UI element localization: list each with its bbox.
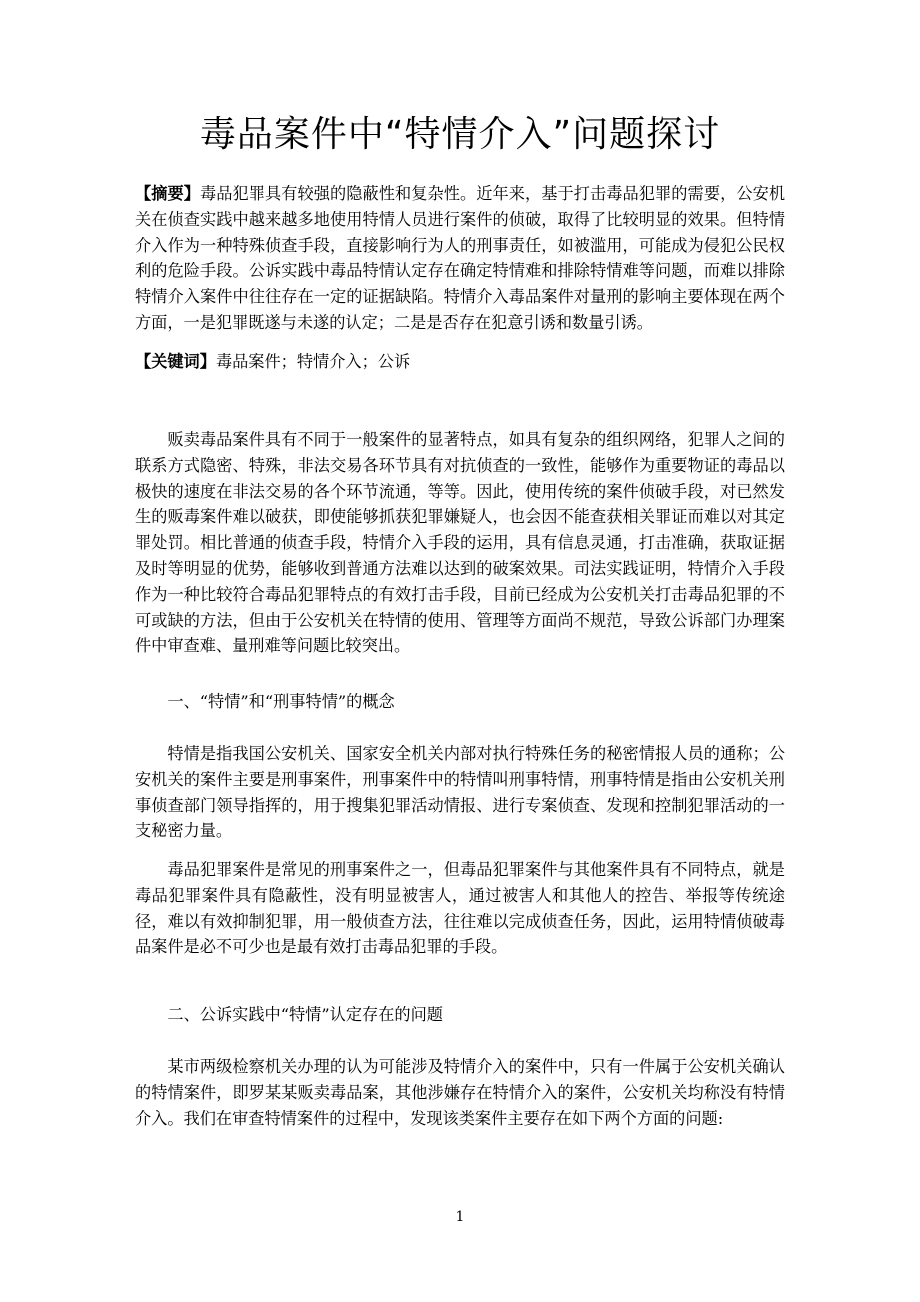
section-heading-2: 二、公诉实践中“特情”认定存在的问题 [167,1005,443,1024]
abstract-text: 毒品犯罪具有较强的隐蔽性和复杂性。近年来，基于打击毒品犯罪的需要，公安机关在侦查实践中越来越多地使用特情人员进行案件的侦破，取得了比较明显的效果。但特情介入作为一种特殊侦查手段，直接影响行为人的刑事责任，如被滥用，可能成为侵犯公民权利的危险手段。公诉实践中毒品特情认定存在确定特情难和排除特情难等问题，而难以排除特情介入案件中往往存在一定的证据缺陷。特情介入毒品案件对量刑的影响主要体现在两个方面，一是犯罪既遂与未遂的认定；二是是否存在犯意引诱和数量引诱。 [135,184,786,332]
keywords-label: 【关键词】 [135,352,216,371]
abstract-label: 【摘要】 [135,184,201,203]
keywords-text: 毒品案件；特情介入；公诉 [215,352,411,371]
abstract-paragraph [135,181,785,336]
page-title: 毒品案件中“特情介入”问题探讨 [199,114,721,155]
body-paragraph-4: 某市两级检察机关办理的认为可能涉及特情介入的案件中，只有一件属于公安机关确认的特情案件，即罗某某贩卖毒品案，其他涉嫌存在特情介入的案件，公安机关均称没有特情介入。我们在审查特情案件的过程中，发现该类案件主要存在如下两个方面的问题: [135,1057,785,1128]
keywords-paragraph [135,349,785,375]
body-paragraph-3: 毒品犯罪案件是常见的刑事案件之一，但毒品犯罪案件与其他案件具有不同特点，就是毒品犯罪案件具有隐蔽性，没有明显被害人，通过被害人和其他人的控告、举报等传统途径，难以有效抑制犯罪，用一般侦查方法，往往难以完成侦查任务，因此，运用特情侦破毒品案件是必不可少也是最有效打击毒品犯罪的手段。 [135,860,785,957]
page-number: 1 [455,1209,465,1225]
body-paragraph-2: 特情是指我国公安机关、国家安全机关内部对执行特殊任务的秘密情报人员的通称；公安机关的案件主要是刑事案件，刑事案件中的特情叫刑事特情，刑事特情是指由公安机关刑事侦查部门领导指挥的，用于搜集犯罪活动情报、进行专案侦查、发现和控制犯罪活动的一支秘密力量。 [135,744,785,841]
body-paragraph-1: 贩卖毒品案件具有不同于一般案件的显著特点，如具有复杂的组织网络，犯罪人之间的联系方式隐密、特殊，非法交易各环节具有对抗侦查的一致性，能够作为重要物证的毒品以极快的速度在非法交易的各个环节流通，等等。因此，使用传统的案件侦破手段，对已然发生的贩毒案件难以破获，即使能够抓获犯罪嫌疑人，也会因不能查获相关罪证而难以对其定罪处罚。相比普通的侦查手段，特情介入手段的运用，具有信息灵通，打击准确，获取证据及时等明显的优势，能够收到普通方法难以达到的破案效果。司法实践证明，特情介入手段作为一种比较符合毒品犯罪特点的有效打击手段，目前已经成为公安机关打击毒品犯罪的不可或缺的方法，但由于公安机关在特情的使用、管理等方面尚不规范，导致公诉部门办理案件中审查难、量刑难等问题比较突出。 [135,430,785,656]
section-heading-1: 一、“特情”和“刑事特情”的概念 [167,692,395,711]
